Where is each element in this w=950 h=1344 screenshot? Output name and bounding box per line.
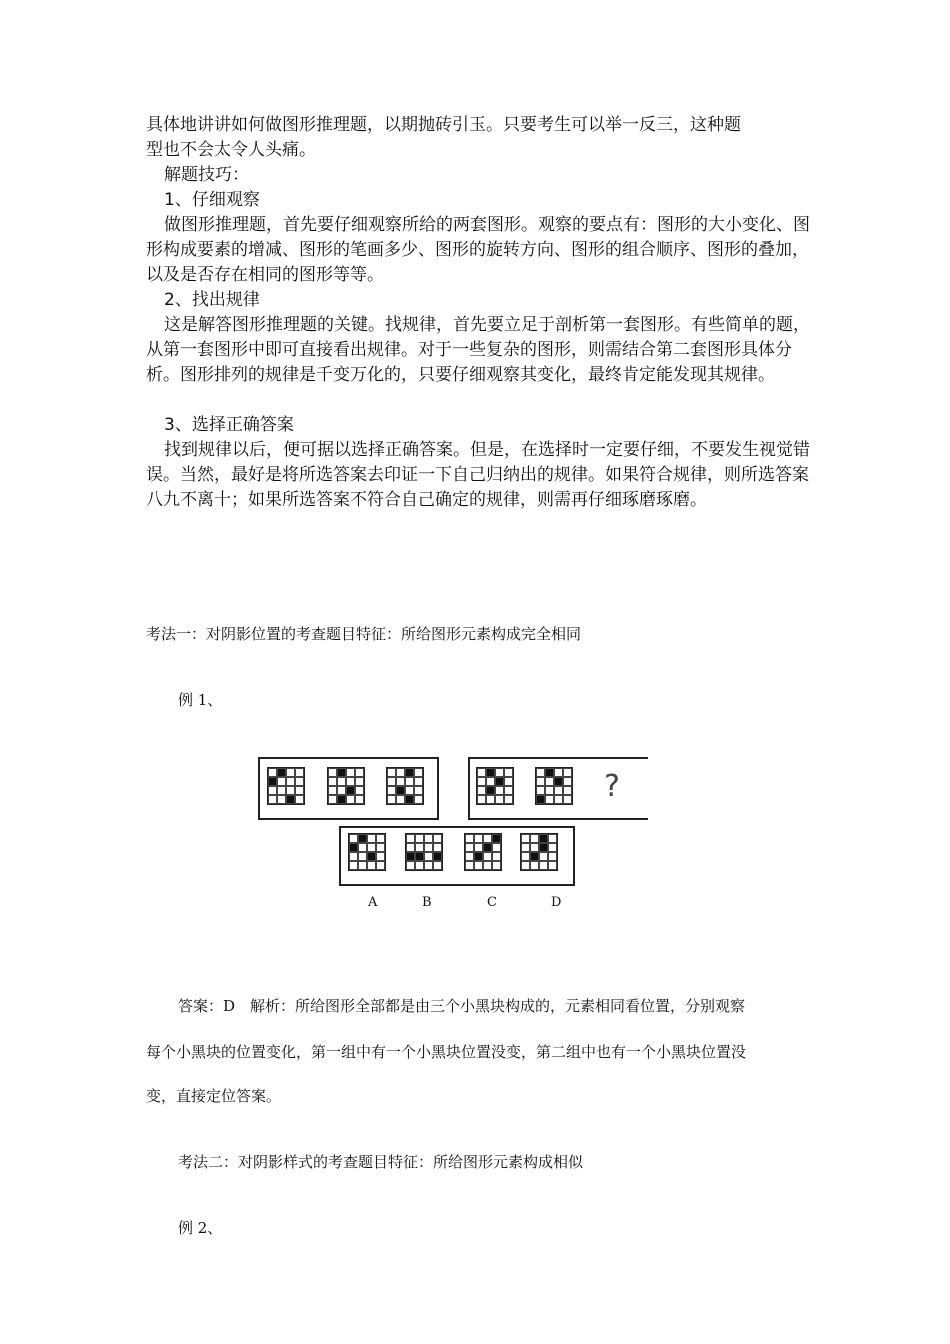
- answer-1-line-3: 变，直接定位答案。: [146, 1087, 282, 1105]
- grid-cell: [545, 768, 554, 777]
- grid-cell: [465, 834, 474, 843]
- grid-cell: [277, 795, 286, 804]
- grid-cell: [483, 843, 492, 852]
- grid-cell: [539, 834, 548, 843]
- option-grid-d: [520, 833, 558, 871]
- grid-cell: [504, 786, 513, 795]
- grid-cell: [406, 834, 415, 843]
- grid-cell: [358, 852, 367, 861]
- tip-2-heading: 2、找出规律: [164, 290, 260, 310]
- grid-cell: [477, 786, 486, 795]
- grid-cell: [504, 795, 513, 804]
- grid-cell: [536, 768, 545, 777]
- option-label-d: D: [551, 895, 562, 910]
- grid-cell: [492, 834, 501, 843]
- grid-cell: [277, 768, 286, 777]
- grid-cell: [358, 834, 367, 843]
- grid-cell: [328, 795, 337, 804]
- grid-cell: [521, 861, 530, 870]
- grid-cell: [349, 834, 358, 843]
- grid-cell: [477, 768, 486, 777]
- intro-line-2: 型也不会太令人头痛。: [146, 140, 316, 160]
- figure-grid-1: [267, 767, 305, 805]
- grid-cell: [337, 795, 346, 804]
- grid-cell: [554, 786, 563, 795]
- grid-cell: [295, 777, 304, 786]
- grid-cell: [477, 777, 486, 786]
- grid-cell: [346, 795, 355, 804]
- grid-cell: [286, 768, 295, 777]
- grid-cell: [346, 777, 355, 786]
- grid-cell: [358, 843, 367, 852]
- grid-cell: [433, 843, 442, 852]
- grid-cell: [286, 795, 295, 804]
- grid-cell: [349, 852, 358, 861]
- tip-1-body: 做图形推理题，首先要仔细观察所给的两套图形。观察的要点有：图形的大小变化、图形构成要素的增减、图形的笔画多少、图形的旋转方向、图形的组合顺序、图形的叠加，以及是否存在相同的图形等等。: [146, 215, 810, 285]
- grid-cell: [405, 795, 414, 804]
- grid-cell: [367, 852, 376, 861]
- grid-cell: [486, 786, 495, 795]
- grid-cell: [530, 843, 539, 852]
- grid-cell: [295, 786, 304, 795]
- grid-cell: [536, 786, 545, 795]
- grid-cell: [465, 843, 474, 852]
- option-grid-a: [348, 833, 386, 871]
- grid-cell: [495, 795, 504, 804]
- grid-cell: [376, 843, 385, 852]
- grid-cell: [396, 786, 405, 795]
- figure-grid-3: [386, 767, 424, 805]
- figure-reasoning-puzzle: [258, 752, 648, 922]
- grid-cell: [328, 786, 337, 795]
- grid-cell: [358, 861, 367, 870]
- grid-cell: [483, 852, 492, 861]
- grid-cell: [548, 861, 557, 870]
- grid-cell: [414, 768, 423, 777]
- grid-cell: [396, 777, 405, 786]
- grid-cell: [492, 852, 501, 861]
- grid-cell: [521, 843, 530, 852]
- grid-cell: [387, 777, 396, 786]
- grid-cell: [286, 786, 295, 795]
- grid-cell: [367, 843, 376, 852]
- grid-cell: [477, 795, 486, 804]
- grid-cell: [295, 768, 304, 777]
- grid-cell: [474, 852, 483, 861]
- tip-2-body: 这是解答图形推理题的关键。找规律，首先要立足于剖析第一套图形。有些简单的题，从第一套图形中即可直接看出规律。对于一些复杂的图形，则需结合第二套图形具体分析。图形排列的规律是千变万化的，只要仔细观察其变化，最终肯定能发现其规律。: [146, 315, 810, 385]
- grid-cell: [545, 786, 554, 795]
- grid-cell: [349, 861, 358, 870]
- answer-1-line-1: 答案：D 解析：所给图形全部都是由三个小黑块构成的，元素相同看位置，分别观察: [178, 997, 746, 1015]
- grid-cell: [539, 852, 548, 861]
- figure-grid-2: [327, 767, 365, 805]
- grid-cell: [492, 843, 501, 852]
- grid-cell: [405, 768, 414, 777]
- grid-cell: [405, 777, 414, 786]
- option-label-b: B: [422, 895, 432, 910]
- grid-cell: [376, 852, 385, 861]
- grid-cell: [277, 777, 286, 786]
- grid-cell: [415, 852, 424, 861]
- grid-cell: [474, 843, 483, 852]
- grid-cell: [495, 777, 504, 786]
- grid-cell: [433, 852, 442, 861]
- grid-cell: [545, 795, 554, 804]
- grid-cell: [355, 777, 364, 786]
- grid-cell: [406, 852, 415, 861]
- grid-cell: [548, 843, 557, 852]
- grid-cell: [530, 834, 539, 843]
- option-label-c: C: [487, 895, 497, 910]
- grid-cell: [337, 786, 346, 795]
- grid-cell: [474, 861, 483, 870]
- grid-cell: [486, 768, 495, 777]
- grid-cell: [433, 834, 442, 843]
- grid-cell: [376, 861, 385, 870]
- grid-cell: [367, 861, 376, 870]
- grid-cell: [486, 777, 495, 786]
- grid-cell: [376, 834, 385, 843]
- grid-cell: [295, 795, 304, 804]
- grid-cell: [337, 777, 346, 786]
- grid-cell: [424, 834, 433, 843]
- grid-cell: [492, 861, 501, 870]
- grid-cell: [387, 795, 396, 804]
- method-2-title: 考法二：对阴影样式的考查题目特征：所给图形元素构成相似: [178, 1153, 584, 1171]
- grid-cell: [539, 861, 548, 870]
- grid-cell: [504, 777, 513, 786]
- grid-cell: [521, 852, 530, 861]
- grid-cell: [268, 786, 277, 795]
- tip-1-heading: 1、仔细观察: [164, 190, 260, 210]
- grid-cell: [424, 843, 433, 852]
- grid-cell: [563, 795, 572, 804]
- grid-cell: [387, 768, 396, 777]
- intro-line-1: 具体地讲讲如何做图形推理题，以期抛砖引玉。只要考生可以举一反三，这种题: [146, 115, 741, 135]
- grid-cell: [414, 786, 423, 795]
- grid-cell: [406, 843, 415, 852]
- grid-cell: [563, 786, 572, 795]
- grid-cell: [337, 768, 346, 777]
- grid-cell: [355, 768, 364, 777]
- grid-cell: [563, 768, 572, 777]
- grid-cell: [530, 861, 539, 870]
- grid-cell: [415, 861, 424, 870]
- grid-cell: [355, 786, 364, 795]
- grid-cell: [483, 861, 492, 870]
- figure-grid-4: [476, 767, 514, 805]
- method-1-title: 考法一：对阴影位置的考查题目特征：所给图形元素构成完全相同: [146, 625, 582, 643]
- grid-cell: [554, 768, 563, 777]
- option-grid-b: [405, 833, 443, 871]
- question-mark: ?: [604, 769, 620, 804]
- grid-cell: [349, 843, 358, 852]
- grid-cell: [486, 795, 495, 804]
- option-label-a: A: [368, 895, 378, 910]
- grid-cell: [539, 843, 548, 852]
- grid-cell: [277, 786, 286, 795]
- grid-cell: [465, 861, 474, 870]
- grid-cell: [415, 843, 424, 852]
- grid-cell: [554, 777, 563, 786]
- grid-cell: [483, 834, 492, 843]
- grid-cell: [268, 795, 277, 804]
- example-1-label: 例 1、: [178, 691, 223, 709]
- grid-cell: [355, 795, 364, 804]
- grid-cell: [530, 852, 539, 861]
- grid-cell: [415, 834, 424, 843]
- grid-cell: [563, 777, 572, 786]
- grid-cell: [268, 768, 277, 777]
- grid-cell: [465, 852, 474, 861]
- grid-cell: [495, 786, 504, 795]
- answer-1-line-2: 每个小黑块的位置变化，第一组中有一个小黑块位置没变，第二组中也有一个小黑块位置没: [146, 1043, 747, 1061]
- grid-cell: [387, 786, 396, 795]
- grid-cell: [433, 861, 442, 870]
- grid-cell: [367, 834, 376, 843]
- grid-cell: [554, 795, 563, 804]
- grid-cell: [548, 834, 557, 843]
- example-2-label: 例 2、: [178, 1219, 223, 1237]
- tip-3-heading: 3、选择正确答案: [164, 415, 294, 435]
- option-grid-c: [464, 833, 502, 871]
- grid-cell: [406, 861, 415, 870]
- grid-cell: [536, 795, 545, 804]
- grid-cell: [536, 777, 545, 786]
- figure-grid-5: [535, 767, 573, 805]
- grid-cell: [504, 768, 513, 777]
- grid-cell: [474, 834, 483, 843]
- grid-cell: [495, 768, 504, 777]
- grid-cell: [396, 768, 405, 777]
- tips-title: 解题技巧：: [164, 165, 249, 185]
- tip-3-body: 找到规律以后，便可据以选择正确答案。但是，在选择时一定要仔细，不要发生视觉错误。当然，最好是将所选答案去印证一下自己归纳出的规律。如果符合规律，则所选答案八九不离十；如果所选答案不符合自己确定的规律，则需再仔细琢磨琢磨。: [146, 440, 810, 510]
- grid-cell: [414, 795, 423, 804]
- grid-cell: [328, 777, 337, 786]
- grid-cell: [424, 861, 433, 870]
- grid-cell: [286, 777, 295, 786]
- grid-cell: [396, 795, 405, 804]
- grid-cell: [414, 777, 423, 786]
- grid-cell: [548, 852, 557, 861]
- grid-cell: [521, 834, 530, 843]
- grid-cell: [268, 777, 277, 786]
- grid-cell: [328, 768, 337, 777]
- grid-cell: [424, 852, 433, 861]
- grid-cell: [405, 786, 414, 795]
- grid-cell: [545, 777, 554, 786]
- grid-cell: [346, 768, 355, 777]
- grid-cell: [346, 786, 355, 795]
